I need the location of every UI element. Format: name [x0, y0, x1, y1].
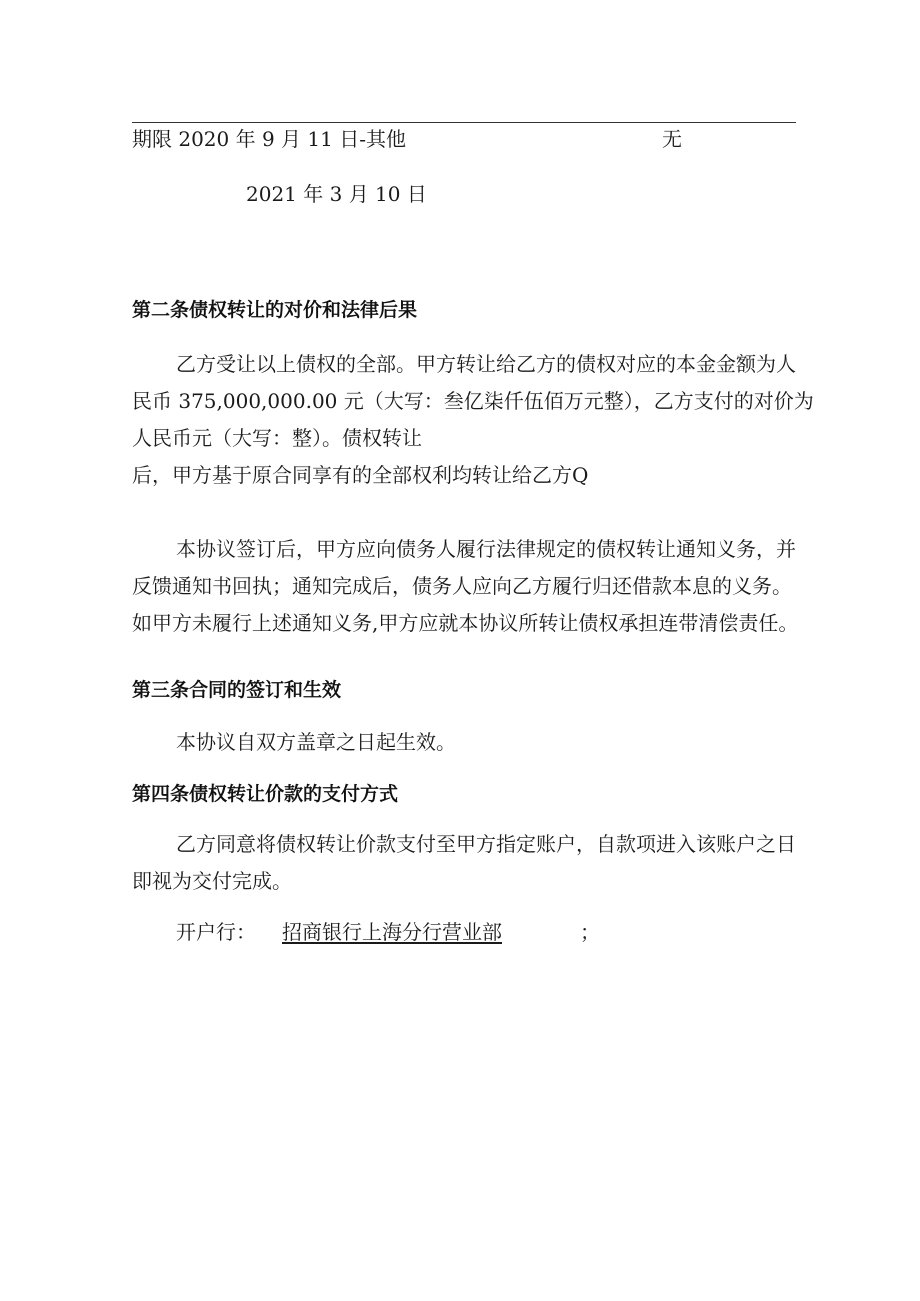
paragraph-line: 后，甲方基于原合同享有的全部权利均转让给乙方Q: [132, 463, 589, 487]
paragraph-line: 人民币元（大写：整）。债权转让: [132, 426, 422, 450]
section4-heading: 第四条债权转让价款的支付方式: [132, 783, 399, 805]
section3-paragraph: 本协议自双方盖章之日起生效。: [176, 730, 456, 754]
paragraph-line: 民币 375,000,000.00 元（大写：叁亿柒仟伍佰万元整），乙方支付的对价为: [132, 389, 814, 413]
term-value: 无: [662, 127, 682, 151]
bank-line-end: ；: [580, 920, 600, 944]
paragraph-line: 本协议签订后，甲方应向债务人履行法律规定的债权转让通知义务，并: [176, 537, 796, 561]
term-end-date: 2021 年 3 月 10 日: [246, 182, 427, 206]
term-label: 期限 2020 年 9 月 11 日-其他: [132, 127, 406, 151]
section2-heading: 第二条债权转让的对价和法律后果: [132, 299, 418, 321]
bank-label: 开户行：: [176, 920, 256, 944]
section4-paragraph: [132, 826, 796, 900]
bank-name-value: 招商银行上海分行营业部: [282, 920, 502, 944]
section3-heading: 第三条合同的签订和生效: [132, 679, 342, 701]
paragraph-line: 如甲方未履行上述通知义务,甲方应就本协议所转让债权承担连带清偿责任。: [132, 611, 799, 635]
paragraph-line: 反馈通知书回执；通知完成后，债务人应向乙方履行归还借款本息的义务。: [132, 574, 792, 598]
paragraph-line: 乙方同意将债权转让价款支付至甲方指定账户，自款项进入该账户之日: [176, 832, 796, 856]
paragraph-line: 乙方受让以上债权的全部。甲方转让给乙方的债权对应的本金金额为人: [176, 352, 796, 376]
paragraph-line: 即视为交付完成。: [132, 869, 292, 893]
section2-paragraph-1: [132, 346, 814, 494]
section2-paragraph-2: [132, 531, 812, 642]
top-rule-divider: [132, 122, 796, 123]
